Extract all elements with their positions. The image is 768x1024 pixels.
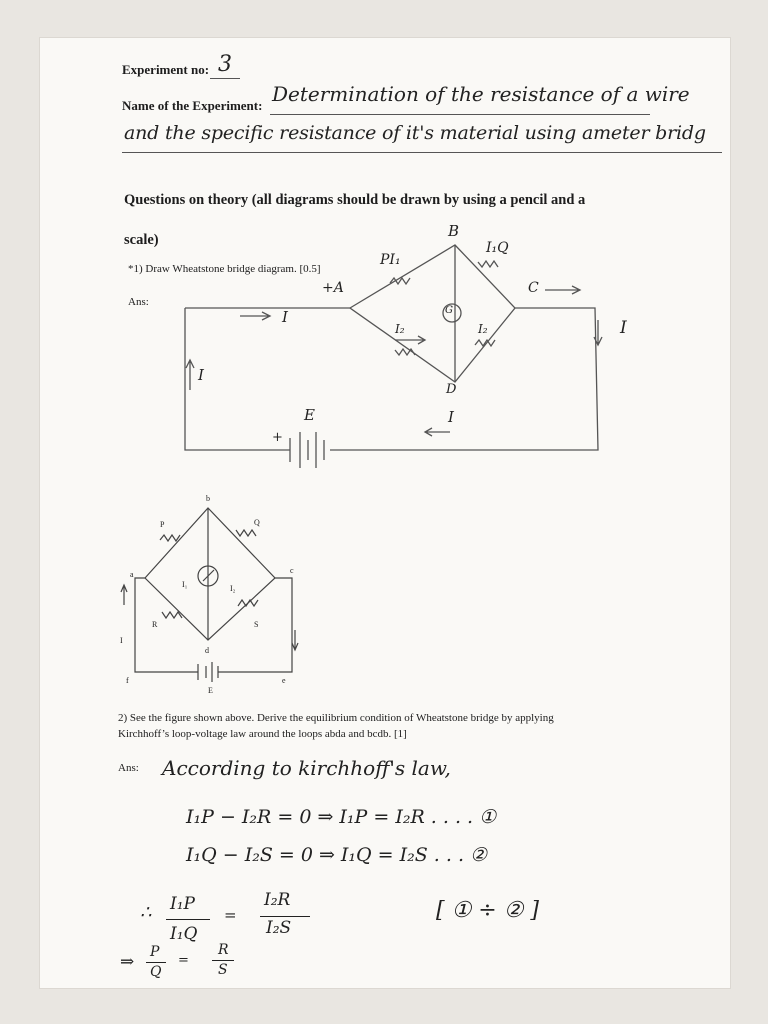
answer-2-equation-2: I₁Q − I₂S = 0 ⇒ I₁Q = I₂S . . . ②	[186, 844, 488, 866]
printed-label-i: I	[120, 636, 123, 645]
final-rhs-bar	[212, 960, 234, 961]
answer-2-equation-1: I₁P − I₂R = 0 ⇒ I₁P = I₂R . . . . ①	[186, 806, 497, 828]
experiment-name-line1: Determination of the resistance of a wire	[272, 82, 690, 106]
printed-battery	[198, 662, 218, 682]
printed-label-q: Q	[254, 518, 260, 527]
sketch-label-p: PI₁	[380, 252, 401, 268]
sketch-label-e: E	[304, 406, 315, 424]
printed-node-b: b	[206, 494, 210, 503]
experiment-no-value: 3	[218, 52, 232, 77]
printed-label-r: R	[152, 620, 158, 629]
printed-arrow-left	[121, 585, 127, 605]
printed-node-d: d	[205, 646, 209, 655]
printed-node-c: c	[290, 566, 294, 575]
sketch-current-top: I	[282, 308, 288, 326]
printed-label-s: S	[254, 620, 259, 629]
printed-arrow-right	[292, 630, 298, 650]
printed-label-i1: I₁	[182, 580, 188, 589]
sketch-node-b: B	[448, 222, 460, 240]
printed-label-i2: I₂	[230, 584, 236, 593]
fraction-left-bar	[166, 919, 210, 920]
sketch-label-plus: +	[272, 430, 283, 445]
fraction-left-denominator: I₁Q	[170, 924, 198, 944]
sketch-current-left: I	[198, 366, 204, 384]
final-lhs-denominator: Q	[150, 964, 162, 980]
question-1: *1) Draw Wheatstone bridge diagram. [0.5]	[128, 263, 321, 275]
final-rhs-denominator: S	[218, 962, 228, 978]
sketch-label-r: I₂	[395, 322, 405, 336]
fraction-right-numerator: I₂R	[264, 890, 291, 910]
printed-node-e: e	[282, 676, 286, 685]
sketch-node-a: +A	[322, 280, 344, 296]
printed-label-p: P	[160, 520, 165, 529]
printed-resistor-r	[162, 612, 182, 618]
sketch-node-d: D	[446, 382, 457, 397]
final-rhs-numerator: R	[218, 942, 229, 958]
implies-symbol: ⇒	[120, 952, 135, 972]
printed-resistor-p	[160, 535, 180, 541]
question-2-line2: Kirchhoff’s loop-voltage law around the loops abda and bcdb. [1]	[118, 728, 407, 740]
fraction-equals: =	[224, 906, 237, 924]
sketch-current-bottom: I	[448, 408, 454, 426]
sketch-current-right: I	[620, 318, 627, 338]
printed-resistor-s	[238, 600, 258, 606]
final-lhs-bar	[146, 962, 166, 963]
sketch-node-c: C	[528, 280, 539, 296]
printed-node-a: a	[130, 570, 134, 579]
printed-label-e: E	[208, 686, 213, 695]
experiment-name-line2: and the specific resistance of it's material using ameter bridg	[124, 122, 706, 144]
theory-heading-line1: Questions on theory (all diagrams should be drawn by using a pencil and a	[124, 192, 586, 208]
printed-node-f: f	[126, 676, 129, 685]
experiment-name-label: Name of the Experiment:	[122, 98, 263, 113]
therefore-symbol: ∴	[140, 902, 152, 923]
final-lhs-numerator: P	[150, 944, 160, 960]
sketch-label-q: I₁Q	[486, 240, 509, 256]
fraction-right-denominator: I₂S	[266, 918, 292, 938]
answer-1-label: Ans:	[128, 296, 149, 308]
final-equals: =	[178, 953, 189, 968]
fraction-right-bar	[260, 916, 310, 917]
theory-heading-line2: scale)	[124, 232, 159, 248]
sketch-label-g: G	[445, 305, 453, 316]
answer-2-label: Ans:	[118, 762, 139, 774]
sketch-label-s: I₂	[478, 322, 488, 336]
printed-resistor-q	[236, 530, 256, 536]
answer-2-intro: According to kirchhoff's law,	[162, 756, 451, 780]
question-2-line1: 2) See the figure shown above. Derive the equilibrium condition of Wheatstone bridge by applying	[118, 712, 554, 724]
fraction-left-numerator: I₁P	[170, 894, 195, 914]
experiment-no-label: Experiment no:	[122, 62, 210, 77]
division-note: [ ① ÷ ② ]	[436, 898, 540, 923]
